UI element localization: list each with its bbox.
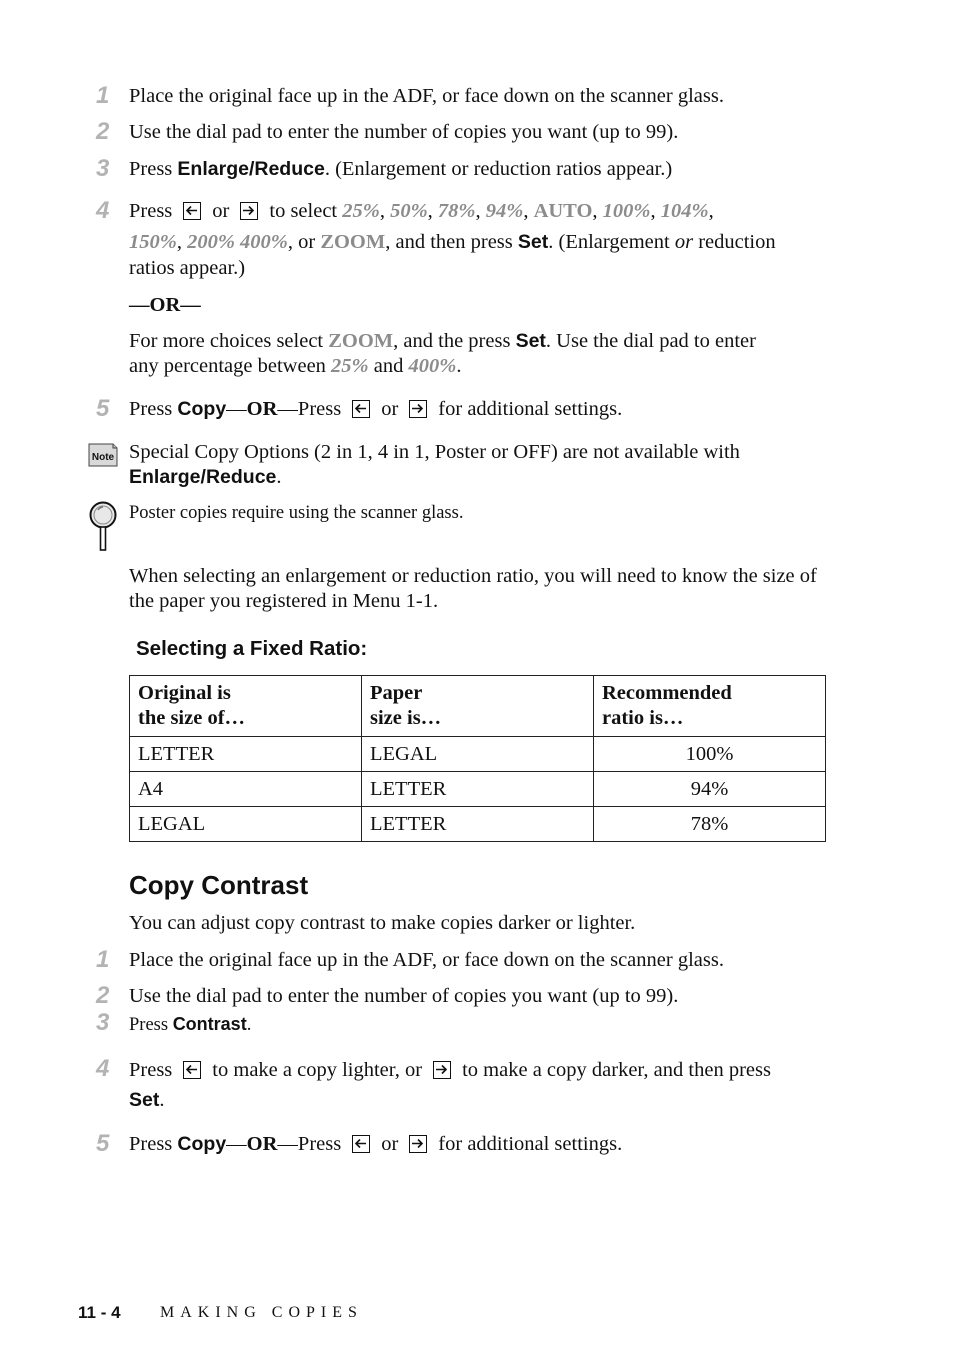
magnifier-tip-icon [88, 500, 118, 552]
key-copy: Copy [177, 398, 227, 420]
ratio-option: 104% [660, 200, 709, 222]
right-arrow-icon [409, 1135, 427, 1153]
left-arrow-icon [183, 1061, 201, 1079]
step-text: Press Copy—OR—Press or for additional settings. [129, 398, 623, 420]
step-text: Place the original face up in the ADF, or face down on the scanner glass. [129, 949, 724, 971]
table-cell: 78% [594, 807, 826, 842]
table-row [130, 772, 826, 807]
note-icon-label: Note [91, 452, 115, 463]
step-text: Use the dial pad to enter the number of copies you want (up to 99). [129, 121, 679, 143]
key-copy: Copy [177, 1133, 227, 1155]
key-set: Set [129, 1089, 160, 1111]
table-header-cell: Recommended ratio is… [594, 676, 826, 737]
more-choices-text: For more choices select ZOOM, and the press Set. Use the dial pad to enter [129, 330, 756, 352]
table-row [130, 737, 826, 772]
right-arrow-icon [433, 1061, 451, 1079]
table-cell: LETTER [130, 737, 362, 772]
copy-contrast-heading: Copy Contrast [129, 870, 309, 900]
step-text: ratios appear.) [129, 257, 246, 279]
right-arrow-icon [409, 400, 427, 418]
step-number: 1 [96, 82, 110, 109]
step-number: 2 [96, 982, 110, 1009]
table-cell: LETTER [362, 807, 594, 842]
step-number: 4 [96, 197, 110, 224]
step-text: Press to make a copy lighter, or to make a copy darker, and then press [129, 1059, 771, 1081]
note-text: Special Copy Options (2 in 1, 4 in 1, Poster or OFF) are not available with [129, 441, 740, 463]
table-header-cell: Original is the size of… [130, 676, 362, 737]
ratio-option: 400% [408, 355, 457, 377]
step-text: Press Enlarge/Reduce. (Enlargement or reduction ratios appear.) [129, 158, 673, 180]
or-divider: —OR— [129, 294, 201, 316]
step-text: Place the original face up in the ADF, or face down on the scanner glass. [129, 85, 724, 107]
section-title: MAKING COPIES [160, 1304, 363, 1321]
contrast-intro: You can adjust copy contrast to make copies darker or lighter. [129, 912, 636, 934]
page-number: 11 - 4 [78, 1303, 121, 1322]
key-contrast: Contrast [172, 1014, 247, 1034]
ratio-option: AUTO [533, 200, 593, 222]
key-enlarge-reduce: Enlarge/Reduce [129, 466, 277, 488]
key-set: Set [515, 330, 546, 352]
step-number: 4 [96, 1055, 110, 1082]
left-arrow-icon [183, 202, 201, 220]
ratio-option: 25% [331, 355, 369, 377]
ratio-option: ZOOM [328, 330, 394, 352]
step-number: 1 [96, 946, 110, 973]
step-text: 150%, 200% 400%, or ZOOM, and then press Set. (Enlargement or reduction [129, 231, 776, 253]
ratio-option: 200% [187, 231, 235, 253]
key-set: Set [517, 231, 549, 253]
fixed-ratio-heading: Selecting a Fixed Ratio: [136, 637, 368, 660]
step-number: 5 [96, 1130, 110, 1157]
step-text: Press Contrast. [129, 1014, 252, 1035]
ratio-option: 400% [240, 231, 288, 253]
table-cell: 94% [594, 772, 826, 807]
key-enlarge-reduce: Enlarge/Reduce [177, 158, 325, 180]
ratio-option: 150% [129, 231, 177, 253]
more-choices-text: any percentage between 25% and 400%. [129, 355, 462, 377]
note-text: Enlarge/Reduce. [129, 466, 282, 488]
step-text: Set. [129, 1089, 165, 1111]
step-text: Press or to select 25%, 50%, 78%, 94%, AUTO, 100%, 104%, [129, 200, 714, 222]
step-number: 2 [96, 118, 110, 145]
step-number: 3 [96, 155, 110, 182]
left-arrow-icon [352, 1135, 370, 1153]
ratio-option: 25% [342, 200, 380, 222]
paper-size-paragraph: When selecting an enlargement or reduction ratio, you will need to know the size of the paper you registered in Menu 1-1. [129, 565, 817, 612]
ratio-option: 94% [485, 200, 524, 222]
ratio-option: ZOOM [320, 231, 386, 253]
ratio-option: 78% [437, 200, 476, 222]
table-cell: A4 [130, 772, 362, 807]
step-text: Use the dial pad to enter the number of copies you want (up to 99). [129, 985, 679, 1007]
step-text: Press Copy—OR—Press or for additional settings. [129, 1133, 623, 1155]
note-icon [86, 440, 120, 470]
right-arrow-icon [240, 202, 258, 220]
table-row [130, 807, 826, 842]
table-header-cell: Paper size is… [362, 676, 594, 737]
ratio-table [129, 675, 826, 842]
left-arrow-icon [352, 400, 370, 418]
table-cell: LEGAL [362, 737, 594, 772]
table-cell: 100% [594, 737, 826, 772]
table-cell: LEGAL [130, 807, 362, 842]
ratio-option: 50% [390, 200, 428, 222]
table-header-row [130, 676, 826, 737]
tip-text: Poster copies require using the scanner glass. [129, 503, 464, 523]
ratio-option: 100% [602, 200, 651, 222]
step-number: 5 [96, 395, 110, 422]
step-number: 3 [96, 1009, 110, 1036]
table-cell: LETTER [362, 772, 594, 807]
